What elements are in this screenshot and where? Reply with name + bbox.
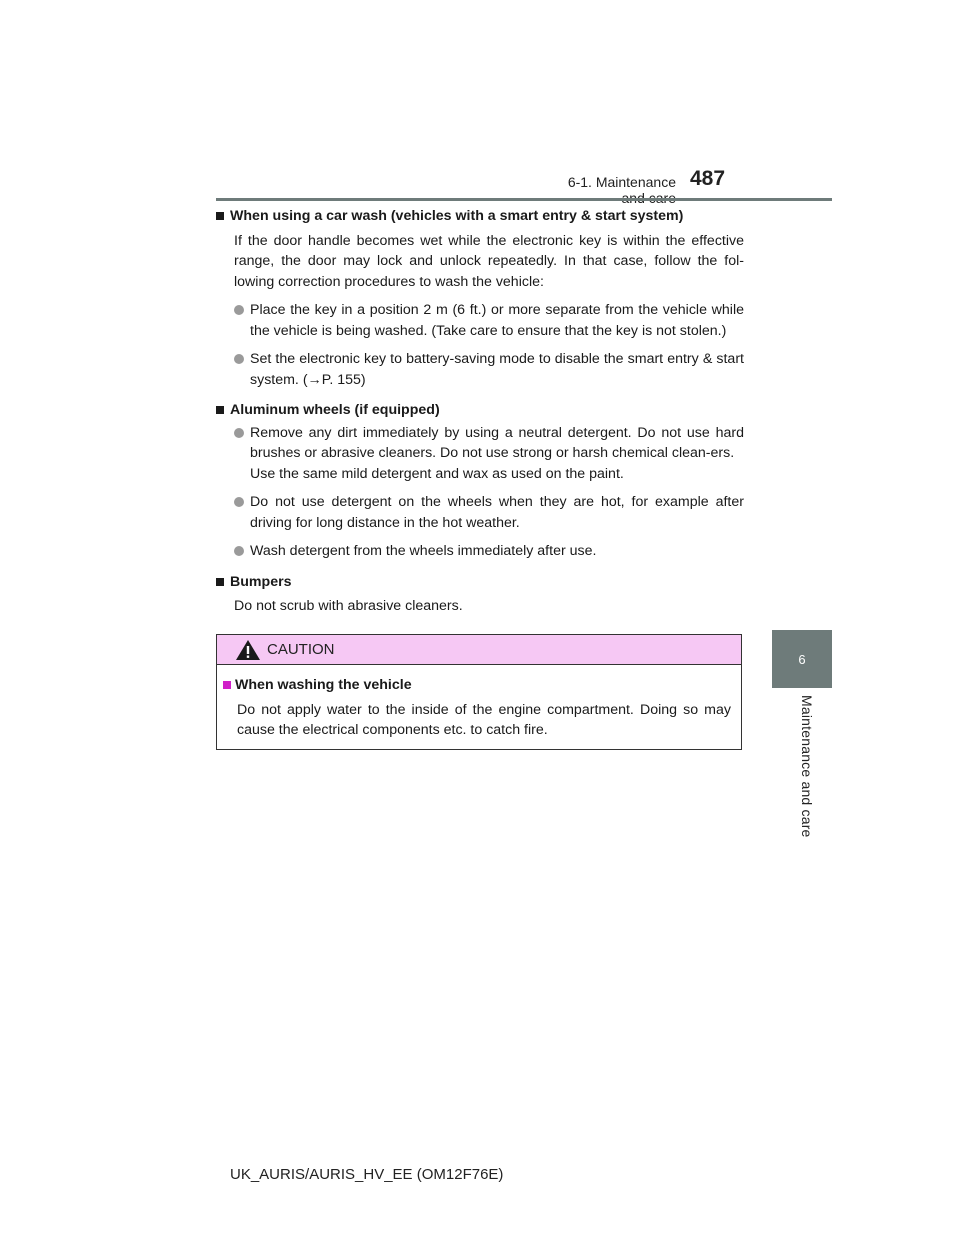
main-content — [216, 206, 744, 627]
chapter-tab-label: Maintenance and care — [799, 695, 815, 838]
list-item: Do not use detergent on the wheels when they are hot, for example after driving for long distance in the hot weather. — [216, 492, 744, 533]
section-paragraph: Do not scrub with abrasive cleaners. — [234, 598, 463, 614]
list-item-note: Use the same mild detergent and wax as used on the paint. — [250, 465, 624, 482]
list-item: Wash detergent from the wheels immediately after use. — [216, 541, 744, 562]
header-rule — [216, 198, 832, 201]
square-bullet-icon — [216, 406, 224, 414]
square-bullet-icon — [216, 212, 224, 220]
section-title: Bumpers — [230, 573, 292, 590]
caution-heading: CAUTION — [267, 641, 335, 658]
section-title: When using a car wash (vehicles with a smart entry & start system) — [230, 208, 684, 224]
chapter-tab-number: 6 — [798, 651, 806, 667]
running-header-section: 6-1. Maintenance — [567, 174, 676, 190]
caution-body — [217, 665, 741, 741]
section-aluminum-wheels — [216, 400, 744, 562]
list-item: Place the key in a position 2 m (6 ft.) or more separate from the vehicle while the vehicle is being washed. (Take care to ensure that the key is not stolen.) — [216, 300, 744, 341]
section-bumpers — [216, 572, 744, 617]
bullet-list — [216, 423, 744, 562]
circle-bullet-icon — [234, 497, 244, 507]
footer-model-code: UK_AURIS/AURIS_HV_EE (OM12F76E) — [230, 1166, 504, 1183]
list-item — [216, 349, 744, 390]
section-paragraph: If the door handle becomes wet while the electronic key is within the effective range, the door may lock and unlock repeatedly. In that case, follow the fol-lowing correction procedures to wash the vehicle: — [234, 232, 744, 290]
square-bullet-icon — [216, 578, 224, 586]
chapter-tab — [772, 630, 832, 688]
caution-title: When washing the vehicle — [235, 677, 412, 693]
page-number: 487 — [690, 167, 726, 190]
page-reference-text: Set the electronic key to battery-saving mode to disable the smart entry & start system. (→P. 155) — [250, 351, 744, 388]
caution-box — [216, 634, 742, 750]
section-car-wash — [216, 206, 744, 390]
square-bullet-icon — [223, 681, 231, 689]
bullet-list — [216, 300, 744, 390]
circle-bullet-icon — [234, 428, 244, 438]
caution-text: Do not apply water to the inside of the engine compartment. Doing so may cause the electrical components etc. to catch fire. — [237, 701, 731, 738]
warning-triangle-icon — [235, 639, 261, 661]
circle-bullet-icon — [234, 305, 244, 315]
circle-bullet-icon — [234, 354, 244, 364]
list-item: Remove any dirt immediately by using a neutral detergent. Do not use hard brushes or abrasive cleaners. Do not use strong or harsh chemical clean-ers. Use the same mild detergent and wax as used on the paint. — [216, 423, 744, 485]
circle-bullet-icon — [234, 546, 244, 556]
section-title: Aluminum wheels (if equipped) — [230, 402, 440, 418]
caution-header — [217, 635, 741, 665]
